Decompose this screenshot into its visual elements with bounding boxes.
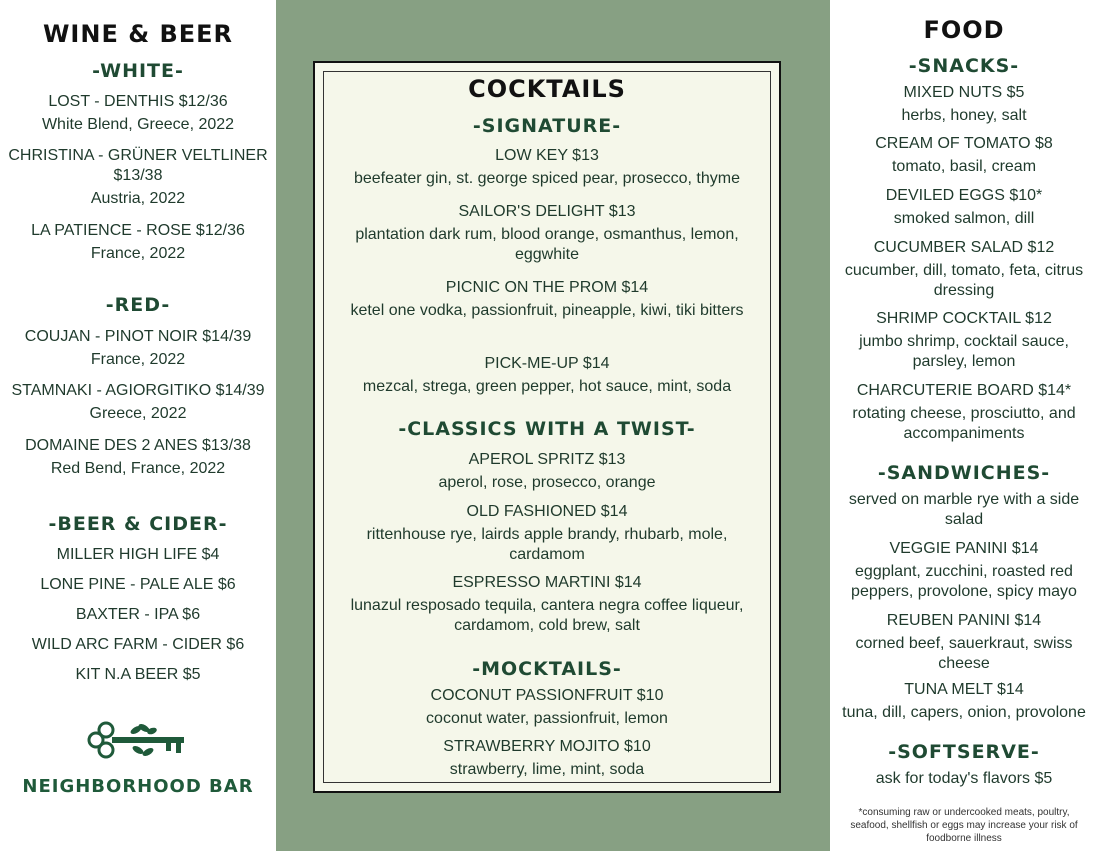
cocktail-name: ESPRESSO MARTINI $14: [452, 574, 642, 591]
brand-name: NEIGHBORHOOD BAR: [22, 776, 254, 797]
cocktail-detail: rittenhouse rye, lairds apple brandy, rhubarb, mole, cardamom: [366, 526, 728, 563]
cocktails-panel: [276, 0, 830, 851]
cocktail-name: APEROL SPRITZ $13: [468, 451, 626, 468]
sandwich-name: TUNA MELT $14: [904, 681, 1024, 698]
red-item-name: DOMAINE DES 2 ANES $13/38: [25, 437, 251, 454]
red-item-detail: France, 2022: [90, 351, 186, 368]
beer-item: MILLER HIGH LIFE $4: [56, 546, 220, 563]
signature-heading: -SIGNATURE-: [472, 115, 622, 137]
white-item-detail: White Blend, Greece, 2022: [41, 116, 235, 133]
cocktail-name: LOW KEY $13: [495, 147, 599, 164]
softserve-heading: -SOFTSERVE-: [888, 741, 1040, 763]
mocktail-name: STRAWBERRY MOJITO $10: [443, 738, 651, 755]
sandwich-name: VEGGIE PANINI $14: [889, 540, 1039, 557]
snack-name: MIXED NUTS $5: [903, 84, 1025, 101]
cocktails-title: COCKTAILS: [468, 75, 626, 103]
snack-name: CHARCUTERIE BOARD $14*: [856, 382, 1072, 399]
red-heading: -RED-: [105, 294, 171, 316]
food-title: FOOD: [923, 16, 1005, 44]
sandwiches-heading: -SANDWICHES-: [877, 462, 1051, 484]
snack-name: DEVILED EGGS $10*: [885, 187, 1043, 204]
cocktail-name: OLD FASHIONED $14: [466, 503, 628, 520]
sandwich-detail: eggplant, zucchini, roasted red peppers, provolone, spicy mayo: [851, 563, 1077, 600]
beer-item: WILD ARC FARM - CIDER $6: [31, 636, 245, 653]
cocktail-name: PICK-ME-UP $14: [484, 355, 610, 372]
snack-detail: herbs, honey, salt: [901, 107, 1027, 124]
cocktail-detail: plantation dark rum, blood orange, osmanthus, lemon, eggwhite: [355, 226, 739, 263]
cocktail-detail: mezcal, strega, green pepper, hot sauce, mint, soda: [362, 378, 732, 395]
sandwiches-note: served on marble rye with a side salad: [848, 491, 1080, 528]
snack-detail: tomato, basil, cream: [891, 158, 1037, 175]
beer-heading: -BEER & CIDER-: [48, 513, 228, 535]
mocktails-heading: -MOCKTAILS-: [472, 658, 622, 680]
beer-item: LONE PINE - PALE ALE $6: [40, 576, 236, 593]
food-column: [830, 0, 1098, 851]
white-item-detail: Austria, 2022: [90, 190, 186, 207]
sandwich-detail: tuna, dill, capers, onion, provolone: [842, 704, 1086, 721]
red-item-name: STAMNAKI - AGIORGITIKO $14/39: [11, 382, 265, 399]
softserve-detail: ask for today's flavors $5: [875, 770, 1053, 787]
wine-beer-column: [0, 0, 276, 851]
snack-name: CREAM OF TOMATO $8: [875, 135, 1053, 152]
cocktail-detail: beefeater gin, st. george spiced pear, prosecco, thyme: [353, 170, 740, 187]
key-with-leaves-icon: [86, 718, 186, 762]
cocktail-name: SAILOR'S DELIGHT $13: [458, 203, 636, 220]
classics-heading: -CLASSICS WITH A TWIST-: [398, 418, 696, 440]
white-item-detail: France, 2022: [90, 245, 186, 262]
red-item-detail: Greece, 2022: [89, 405, 187, 422]
snack-name: CUCUMBER SALAD $12: [873, 239, 1055, 256]
cocktail-detail: ketel one vodka, passionfruit, pineapple, kiwi, tiki bitters: [350, 302, 744, 319]
white-item-name: CHRISTINA - GRÜNER VELTLINER $13/38: [8, 147, 268, 184]
mocktail-detail: strawberry, lime, mint, soda: [449, 761, 645, 778]
sandwich-name: REUBEN PANINI $14: [886, 612, 1042, 629]
sandwich-detail: corned beef, sauerkraut, swiss cheese: [855, 635, 1073, 672]
white-item-name: LOST - DENTHIS $12/36: [48, 93, 228, 110]
snacks-heading: -SNACKS-: [908, 55, 1020, 77]
red-item-detail: Red Bend, France, 2022: [50, 460, 226, 477]
mocktail-detail: coconut water, passionfruit, lemon: [426, 710, 668, 727]
beer-item: BAXTER - IPA $6: [75, 606, 201, 623]
cocktails-card: [313, 61, 781, 793]
beer-item: KIT N.A BEER $5: [75, 666, 201, 683]
white-item-name: LA PATIENCE - ROSE $12/36: [31, 222, 245, 239]
cocktail-detail: aperol, rose, prosecco, orange: [438, 474, 656, 491]
foodborne-disclaimer: *consuming raw or undercooked meats, poultry, seafood, shellfish or eggs may increase your risk of foodborne illness: [850, 807, 1078, 844]
wine-beer-title: WINE & BEER: [42, 20, 234, 48]
snack-detail: jumbo shrimp, cocktail sauce, parsley, lemon: [859, 333, 1069, 370]
cocktail-name: PICNIC ON THE PROM $14: [445, 279, 649, 296]
snack-detail: smoked salmon, dill: [893, 210, 1035, 227]
mocktail-name: COCONUT PASSIONFRUIT $10: [430, 687, 664, 704]
red-item-name: COUJAN - PINOT NOIR $14/39: [24, 328, 252, 345]
snack-detail: rotating cheese, prosciutto, and accompaniments: [852, 405, 1076, 442]
cocktail-detail: lunazul resposado tequila, cantera negra coffee liqueur, cardamom, cold brew, salt: [350, 597, 744, 634]
white-heading: -WHITE-: [92, 60, 184, 82]
snack-name: SHRIMP COCKTAIL $12: [876, 310, 1052, 327]
snack-detail: cucumber, dill, tomato, feta, citrus dressing: [844, 262, 1084, 299]
